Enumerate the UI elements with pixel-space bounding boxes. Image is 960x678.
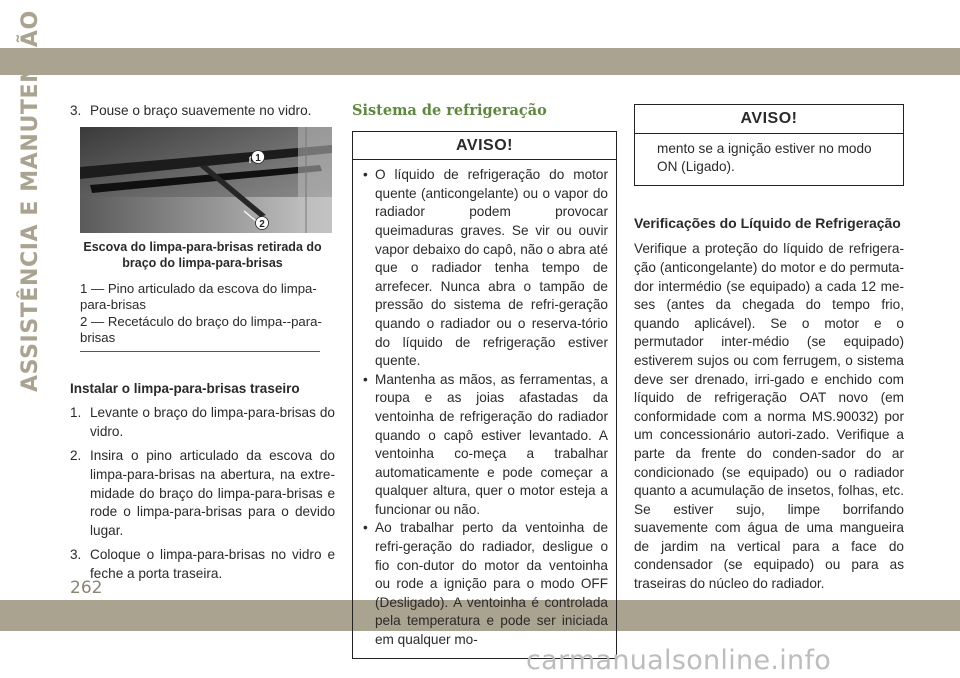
section-heading: Sistema de refrigeração bbox=[352, 102, 547, 119]
bullet-dot: • bbox=[363, 520, 368, 536]
step-number: 3. bbox=[70, 547, 82, 563]
column-left bbox=[70, 102, 335, 590]
figure-caption: Escova do limpa-para-brisas retirada do braço do limpa-para-brisas bbox=[83, 239, 322, 270]
step-text: Levante o braço do limpa-para-brisas do vidro. bbox=[90, 405, 335, 439]
warning-title: AVISO! bbox=[635, 105, 903, 134]
step-text: Insira o pino articulado da escova do limpa-para-brisas na abertura, na extre-midade do braço do limpa-para-brisas e rode o limpa-para-brisas para o devido lugar. bbox=[90, 448, 335, 538]
warning-body bbox=[353, 160, 616, 657]
figure-legend-1: 1 — Pino articulado da escova do limpa-para-brisas bbox=[80, 280, 317, 313]
step-number: 1. bbox=[70, 405, 82, 421]
step-3-top bbox=[70, 102, 335, 121]
warning-title: AVISO! bbox=[353, 132, 616, 161]
step-1 bbox=[70, 404, 335, 441]
step-number: 2. bbox=[70, 448, 82, 464]
section-side-tab: ASSISTÊNCIA E MANUTENÇÃO bbox=[18, 10, 43, 392]
warning-bullet bbox=[363, 371, 608, 520]
warning-continued-text: mento se a ignição estiver no modo ON (Ligado). bbox=[657, 140, 872, 175]
bullet-text: O líquido de refrigeração do motor quente (anticongelante) ou o vapor do radiador podem provocar queimaduras graves. Se vir ou ouvir vapor debaixo do capô, não o abra até que o radiador tenha tempo de arrefecer. Nunca abra o tampão de pressão do sistema de refri-geração quando o radiador ou o reserva-tório do líquido de refrigeração estiver quente. bbox=[375, 167, 608, 369]
figure-legend-2: 2 — Recetáculo do braço do limpa--para-brisas bbox=[80, 313, 322, 346]
bullet-text: Ao trabalhar perto da ventoinha de refri-geração do radiador, desligue o fio con-dutor do motor da ventoinha ou rode a ignição para o modo OFF (Desligado). A ventoinha é controlada pela temperatura e pode ser iniciada em qualquer mo- bbox=[375, 520, 608, 648]
section-title: Instalar o limpa-para-brisas traseiro bbox=[70, 380, 300, 396]
column-middle bbox=[352, 102, 617, 659]
step-2 bbox=[70, 447, 335, 540]
bullet-dot: • bbox=[363, 167, 368, 183]
warning-bullet bbox=[363, 519, 608, 649]
warning-bullet bbox=[363, 166, 608, 371]
paragraph: Verifique a proteção do líquido de refrigera-ção (anticongelante) do motor e do permuta-dor intermédio (se equipado) a cada 12 me-ses (antes da chegada do tempo frio, quando aplicável). Se o motor e o permutador inter-médio (se equipado) estiverem sujos ou com ferrugem, o sistema deve ser drenado, irri-gado e enchido com líquido de refrigeração OAT novo (em conformidade com a norma MS.90032) por um concessionário autori-zado. Verifique a parte da frente do conden-sador do ar condicionado (se equipado) ou o radiador quanto a acumulação de insetos, folhas, etc. Se estiver sujo, limpe borrifando suavemente com água de uma mangueira de jardim na vertical para a face do condensador (se equipado) ou para as traseiras do núcleo do radiador. bbox=[634, 241, 904, 592]
watermark: carmanualsonline.info bbox=[526, 645, 832, 676]
callout-1-label: 1 bbox=[255, 152, 261, 164]
bullet-dot: • bbox=[363, 371, 368, 387]
step-number: 3. bbox=[70, 103, 82, 118]
step-text: Pouse o braço suavemente no vidro. bbox=[90, 103, 312, 118]
step-3 bbox=[70, 546, 335, 583]
wiper-photo bbox=[80, 127, 332, 233]
page-number: 262 bbox=[70, 578, 103, 598]
step-text: Coloque o limpa-para-brisas no vidro e feche a porta traseira. bbox=[90, 547, 335, 581]
divider bbox=[80, 351, 320, 352]
header-band bbox=[0, 48, 960, 75]
callout-2-label: 2 bbox=[259, 218, 265, 230]
bullet-text: Mantenha as mãos, as ferramentas, a roupa e as joias afastadas da ventoinha de refrigeração do radiador quando o capô estiver levantado. A ventoinha co-meça a trabalhar automaticamente e pode começar a qualquer altura, quer o motor esteja a funcionar ou não. bbox=[375, 371, 608, 517]
column-right bbox=[634, 104, 904, 594]
warning-box-continued bbox=[634, 104, 904, 186]
section-heading: Verificações do Líquido de Refrigeração bbox=[634, 214, 901, 231]
warning-box bbox=[352, 131, 617, 659]
